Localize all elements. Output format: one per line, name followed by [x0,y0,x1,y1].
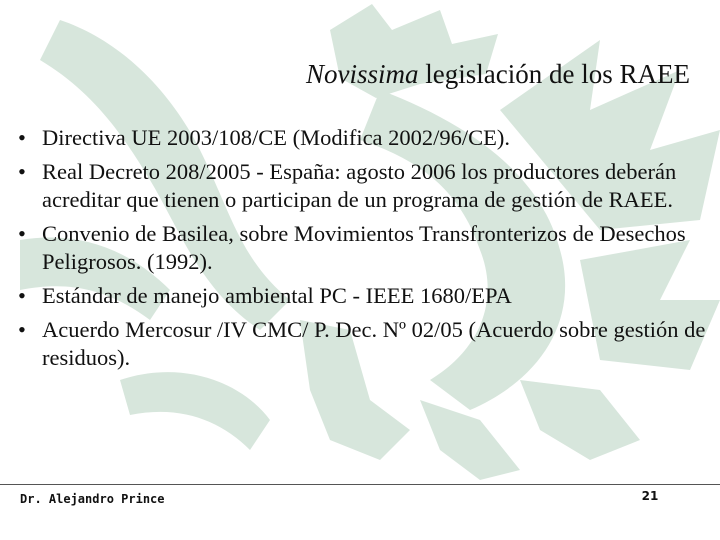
bullet-icon: • [18,283,26,308]
bullet-text: Estándar de manejo ambiental PC - IEEE 1680/EPA [42,283,512,308]
page-number: 21 [641,489,659,503]
bullet-icon: • [18,159,26,184]
bullet-text: Acuerdo Mercosur /IV CMC/ P. Dec. Nº 02/05 (Acuerdo sobre gestión de residuos). [42,317,706,370]
bullet-text: Directiva UE 2003/108/CE (Modifica 2002/96/CE). [42,125,511,150]
bullet-item [18,124,708,152]
bullet-item [18,282,708,310]
slide-title-italic: Novissima [306,59,419,89]
bullet-icon: • [18,125,26,150]
bullet-text: Convenio de Basilea, sobre Movimientos Transfronterizos de Desechos Peligrosos. (1992). [42,221,686,274]
bullet-icon: • [18,221,26,246]
slide-title-rest: legislación de los RAEE [418,59,690,89]
slide-title [0,58,690,90]
footer-divider [0,484,720,485]
bullet-item [18,220,708,276]
bullet-icon: • [18,317,26,342]
footer-author: Dr. Alejandro Prince [20,492,165,506]
bullet-item [18,158,708,214]
bullet-item [18,316,708,372]
bullet-list [18,124,708,378]
bullet-text: Real Decreto 208/2005 - España: agosto 2006 los productores deberán acreditar que tienen o participan de un programa de gestión de RAEE. [42,159,677,212]
